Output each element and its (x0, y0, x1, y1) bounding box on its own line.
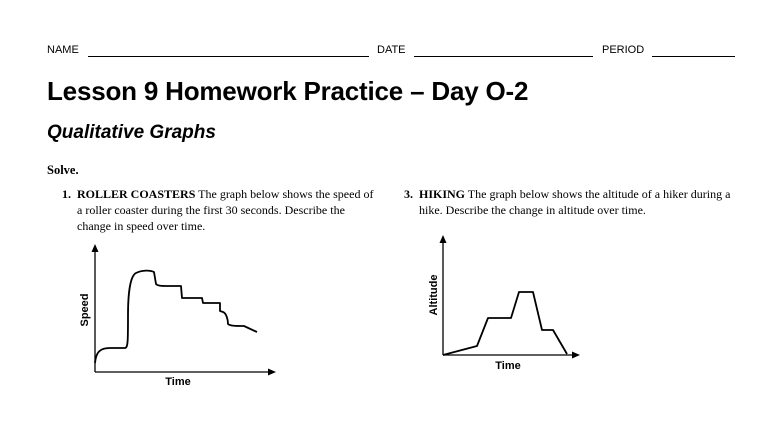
date-blank[interactable] (414, 56, 593, 57)
problem-label: ROLLER COASTERS (77, 187, 196, 201)
problem-label: HIKING (419, 187, 466, 201)
problem-3 (404, 186, 739, 218)
instructions: Solve. (47, 163, 79, 177)
period-label: PERIOD (602, 44, 645, 56)
speed-curve (95, 271, 257, 363)
problem-number: 1. (62, 187, 71, 201)
problem-number: 3. (404, 187, 413, 201)
name-blank[interactable] (88, 56, 369, 57)
date-label: DATE (377, 44, 406, 56)
problem-text: The graph below shows the altitude of a hiker during a hike. Describe the change in altitude over time. (419, 187, 731, 217)
name-label: NAME (47, 44, 79, 56)
student-info-header (47, 44, 737, 60)
time-axis-label: Time (495, 360, 521, 372)
page-title: Lesson 9 Homework Practice – Day O-2 (47, 76, 529, 106)
altitude-axis-label: Altitude (428, 274, 440, 316)
x-axis-arrow (268, 369, 276, 376)
y-axis-arrow (92, 244, 99, 252)
page-subtitle: Qualitative Graphs (47, 122, 216, 143)
speed-graph (70, 240, 280, 390)
problem-text: The graph below shows the speed of a roller coaster during the first 30 seconds. Describe the change in speed over time. (77, 187, 374, 233)
period-blank[interactable] (652, 56, 735, 57)
speed-axis-label: Speed (79, 293, 91, 327)
y-axis-arrow (440, 235, 447, 243)
time-axis-label: Time (165, 376, 191, 388)
altitude-graph (425, 232, 585, 372)
x-axis-arrow (572, 352, 580, 359)
altitude-curve (443, 292, 567, 355)
problem-1 (62, 186, 374, 234)
